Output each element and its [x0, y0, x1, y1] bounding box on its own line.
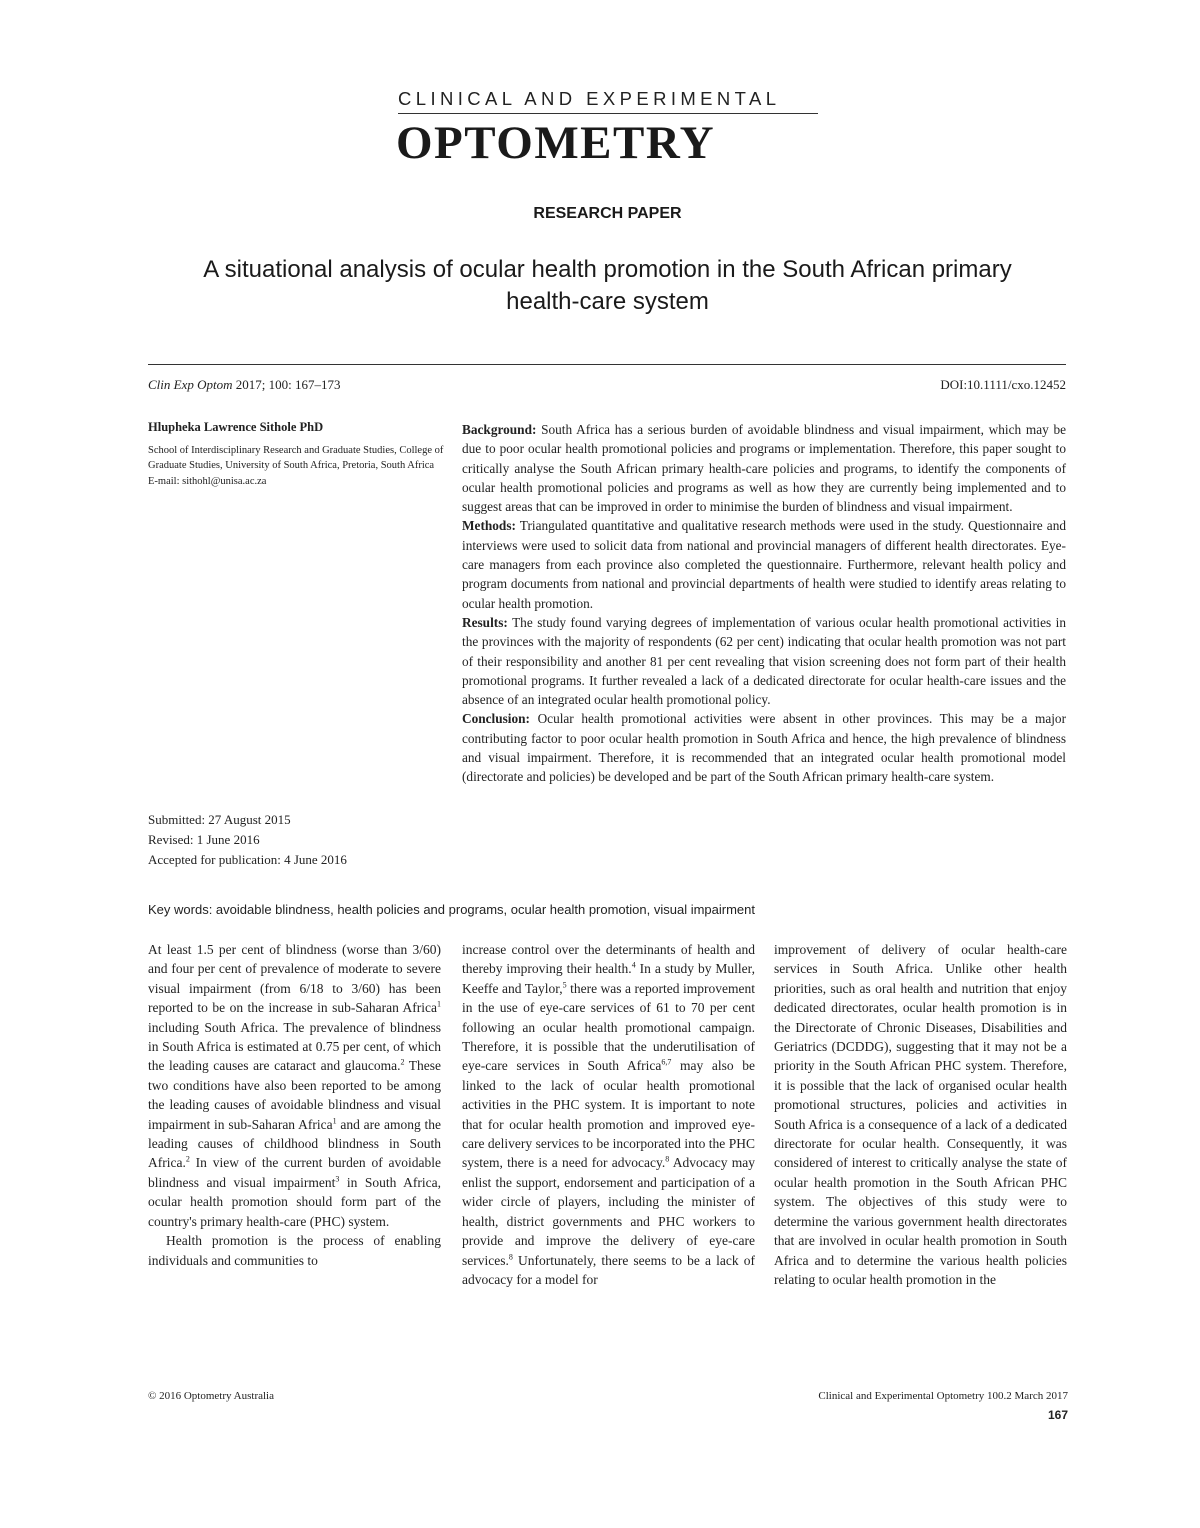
- body-text: including South Africa. The prevalence of blindness in South Africa is estimated at 0.75 per cent, of which the leading causes are cataract and glaucoma.: [148, 1019, 441, 1074]
- abstract-conclusion-label: Conclusion:: [462, 711, 530, 727]
- abstract-methods-text: Triangulated quantitative and qualitative research methods were used in the study. Questionnaire and interviews were used to solicit data from national and provincial managers of different health directorates. Eye-care managers from each province also completed the questionnaire. Furthermore, relevant health policy and program documents from national and provincial departments of health were studied to identify areas relating to ocular health promotion.: [462, 518, 1066, 611]
- abstract-methods-label: Methods:: [462, 518, 516, 534]
- body-column-3: [774, 940, 1067, 1289]
- body-text: may also be linked to the lack of ocular health promotional activities in the PHC system. It is important to note that for ocular health promotion and improved eye-care delivery services to be incorporated into the PHC system, there is a need for advocacy.: [462, 1058, 755, 1171]
- body-text: there was a reported improvement in the use of eye-care services of 61 to 70 per cent following an ocular health promotional campaign. Therefore, it is possible that the underutilisation of eye-care services in South Africa: [462, 980, 755, 1074]
- author-affiliation: School of Interdisciplinary Research and Graduate Studies, College of Graduate Studies, University of South Africa, Pretoria, South Africa: [148, 444, 444, 471]
- reference-mark[interactable]: 4: [631, 960, 636, 970]
- journal-name-top: CLINICAL AND EXPERIMENTAL: [398, 88, 781, 109]
- footer-copyright: © 2016 Optometry Australia: [148, 1390, 274, 1402]
- body-paragraph: [462, 940, 755, 1289]
- reference-mark[interactable]: 8: [508, 1252, 513, 1261]
- abstract-background-text: South Africa has a serious burden of avoidable blindness and visual impairment, which may be due to poor ocular health promotional policies and programs or implementation. Therefore, this paper sought to critically analyse the South African primary health-care policies and programs, to identify the components of ocular health promotional policies and programs as well as how they are currently being implemented and to suggest areas that can be improved in order to minimise the burden of blindness and visual impairment.: [462, 422, 1066, 515]
- author-email[interactable]: E-mail: sithohl@unisa.ac.za: [148, 475, 267, 487]
- abstract: [462, 420, 1066, 787]
- date-revised: Revised: 1 June 2016: [148, 832, 260, 847]
- body-text: In view of the current burden of avoidable blindness and visual impairment: [148, 1155, 441, 1190]
- abstract-results-label: Results:: [462, 614, 508, 630]
- author-block: [148, 420, 448, 489]
- date-accepted: Accepted for publication: 4 June 2016: [148, 852, 347, 867]
- article-title: [140, 254, 1075, 318]
- author-name: Hlupheka Lawrence Sithole PhD: [148, 420, 324, 434]
- reference-mark[interactable]: 5: [562, 980, 567, 990]
- article-title-line-1: A situational analysis of ocular health promotion in the South African primary: [203, 256, 1012, 283]
- body-text: These two conditions have also been reported to be among the leading causes of avoidable blindness and visual impairment in sub-Saharan Africa: [148, 1058, 441, 1132]
- abstract-methods: [462, 516, 1066, 612]
- doi[interactable]: DOI:10.1111/cxo.12452: [940, 377, 1066, 392]
- reference-mark[interactable]: 8: [665, 1154, 670, 1164]
- reference-mark[interactable]: 3: [335, 1174, 340, 1184]
- body-text: Advocacy may enlist the support, endorsement and participation of a wider circle of players, including the minister of health, district governments and PHC workers to provide and improve the delivery of eye-care services.: [462, 1155, 755, 1268]
- abstract-background-label: Background:: [462, 422, 537, 437]
- journal-name-main: OPTOMETRY: [396, 117, 716, 169]
- body-paragraph: improvement of delivery of ocular health-care services in South Africa. Unlike other health priorities, such as oral health and nutrition that enjoy dedicated directorates, ocular health promotion is in the Directorate of Chronic Diseases, Disabilities and Geriatrics (DCDDG), suggesting that it may not be a priority in the South African PHC system. Therefore, it is possible that the lack of organised ocular health promotional structures, policies and activities in South Africa is a consequence of a lack of a dedicated directorate for ocular health. Consequently, it was considered of interest to critically analyse the state of ocular health promotion in the South African PHC system. The objectives of this study were to determine the various government health directorates that are involved in ocular health promotion in South Africa and to determine the various health policies relating to ocular health promotion in the: [774, 942, 1067, 1287]
- body-paragraph: Health promotion is the process of enabling individuals and communities to: [148, 1233, 441, 1268]
- article-title-line-2: health-care system: [506, 288, 709, 315]
- body-text: in South Africa, ocular health promotion should form part of the country's primary health-care (PHC) system.: [148, 1174, 441, 1229]
- reference-mark[interactable]: 1: [437, 999, 441, 1009]
- body-text: At least 1.5 per cent of blindness (worse than 3/60) and four per cent of prevalence of moderate to severe visual impairment (from 6/18 to 3/60) has been reported to be on the increase in sub-Saharan Africa: [148, 942, 441, 1016]
- page-number: 167: [1047, 1408, 1068, 1422]
- date-submitted: Submitted: 27 August 2015: [148, 812, 291, 827]
- reference-mark[interactable]: 2: [185, 1154, 190, 1164]
- citation-details: 2017; 100: 167–173: [232, 377, 341, 392]
- journal-name-rule: [398, 113, 818, 114]
- reference-mark[interactable]: 2: [400, 1057, 405, 1067]
- reference-mark[interactable]: 1: [332, 1116, 337, 1126]
- body-paragraph: [148, 940, 441, 1231]
- citation: [148, 377, 340, 393]
- body-column-2: [462, 940, 755, 1289]
- keywords: Key words: avoidable blindness, health policies and programs, ocular health promotion, visual impairment: [148, 902, 755, 917]
- body-text: Unfortunately, there seems to be a lack of advocacy for a model for: [462, 1252, 755, 1287]
- header-rule: [148, 364, 1066, 365]
- abstract-conclusion-text: Ocular health promotional activities were absent in other provinces. This may be a major contributing factor to poor ocular health promotion in South Africa and hence, the high prevalence of blindness and visual impairment. Therefore, it is recommended that an integrated ocular health promotional model (directorate and policies) be developed and be part of the South African primary health-care system.: [462, 711, 1066, 785]
- footer-journal-issue: Clinical and Experimental Optometry 100.2 March 2017: [818, 1390, 1068, 1402]
- body-column-1: [148, 940, 441, 1270]
- article-type-label: RESEARCH PAPER: [533, 205, 682, 222]
- citation-journal: Clin Exp Optom: [148, 377, 233, 392]
- body-text: In a study by Muller, Keeffe and Taylor,: [462, 961, 756, 996]
- abstract-background: [462, 420, 1066, 516]
- abstract-results: [462, 613, 1066, 709]
- reference-mark[interactable]: 6,7: [661, 1057, 672, 1067]
- abstract-results-text: The study found varying degrees of implementation of various ocular health promotional activities in the provinces with the majority of respondents (62 per cent) indicating that ocular health promotion was not part of their responsibility and another 81 per cent revealing that vision screening does not form part of their health promotional programs. It further revealed a lack of a dedicated directorate for ocular health-care issues and the absence of an integrated ocular health promotional policy.: [462, 614, 1066, 708]
- body-text: increase control over the determinants of health and thereby improving their health.: [462, 942, 755, 977]
- abstract-conclusion: [462, 709, 1066, 786]
- body-text: and are among the leading causes of childhood blindness in South Africa.: [148, 1116, 441, 1171]
- dates-block: [148, 810, 448, 870]
